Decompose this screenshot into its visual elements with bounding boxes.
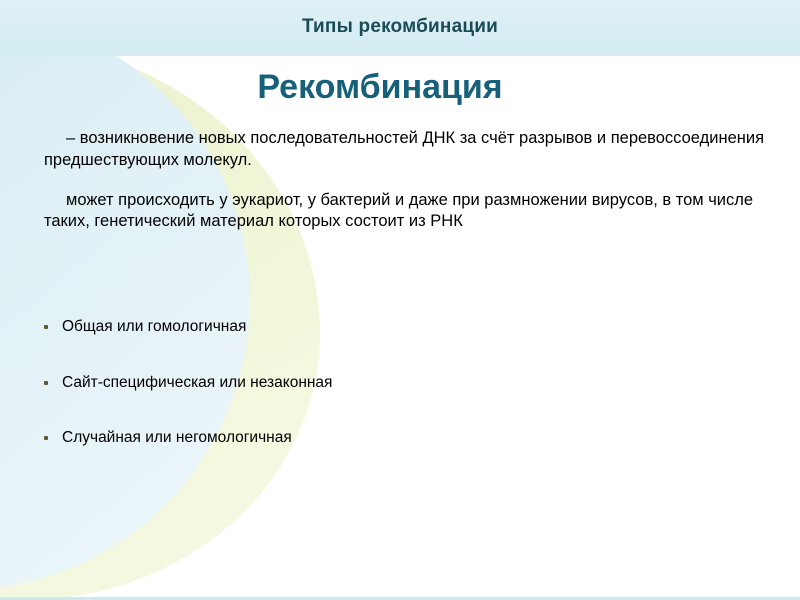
slide-content [0, 56, 800, 600]
list-item [40, 374, 740, 393]
list-item-label: Сайт-специфическая или незаконная [62, 373, 333, 391]
list-item [40, 318, 740, 337]
list-item [40, 429, 740, 448]
page-title: Рекомбинация [257, 68, 503, 106]
intro-paragraphs [44, 128, 784, 233]
header-title: Типы рекомбинации [301, 16, 499, 37]
bullet-marker-icon [44, 381, 48, 385]
bullet-marker-icon [44, 325, 48, 329]
list-item-label: Общая или гомологичная [62, 318, 247, 335]
paragraph-occurrence: может происходить у эукариот, у бактерий и даже при размножении вирусов, в том числе таких, генетический материал которых состоит из РНК [44, 190, 754, 231]
bullet-marker-icon [44, 436, 48, 440]
list-item-label: Случайная или негомологичная [62, 429, 292, 447]
paragraph-definition: – возникновение новых последовательностей ДНК за счёт разрывов и перевоссоединения предшествующих молекул. [44, 129, 765, 169]
bullet-list [40, 318, 740, 448]
